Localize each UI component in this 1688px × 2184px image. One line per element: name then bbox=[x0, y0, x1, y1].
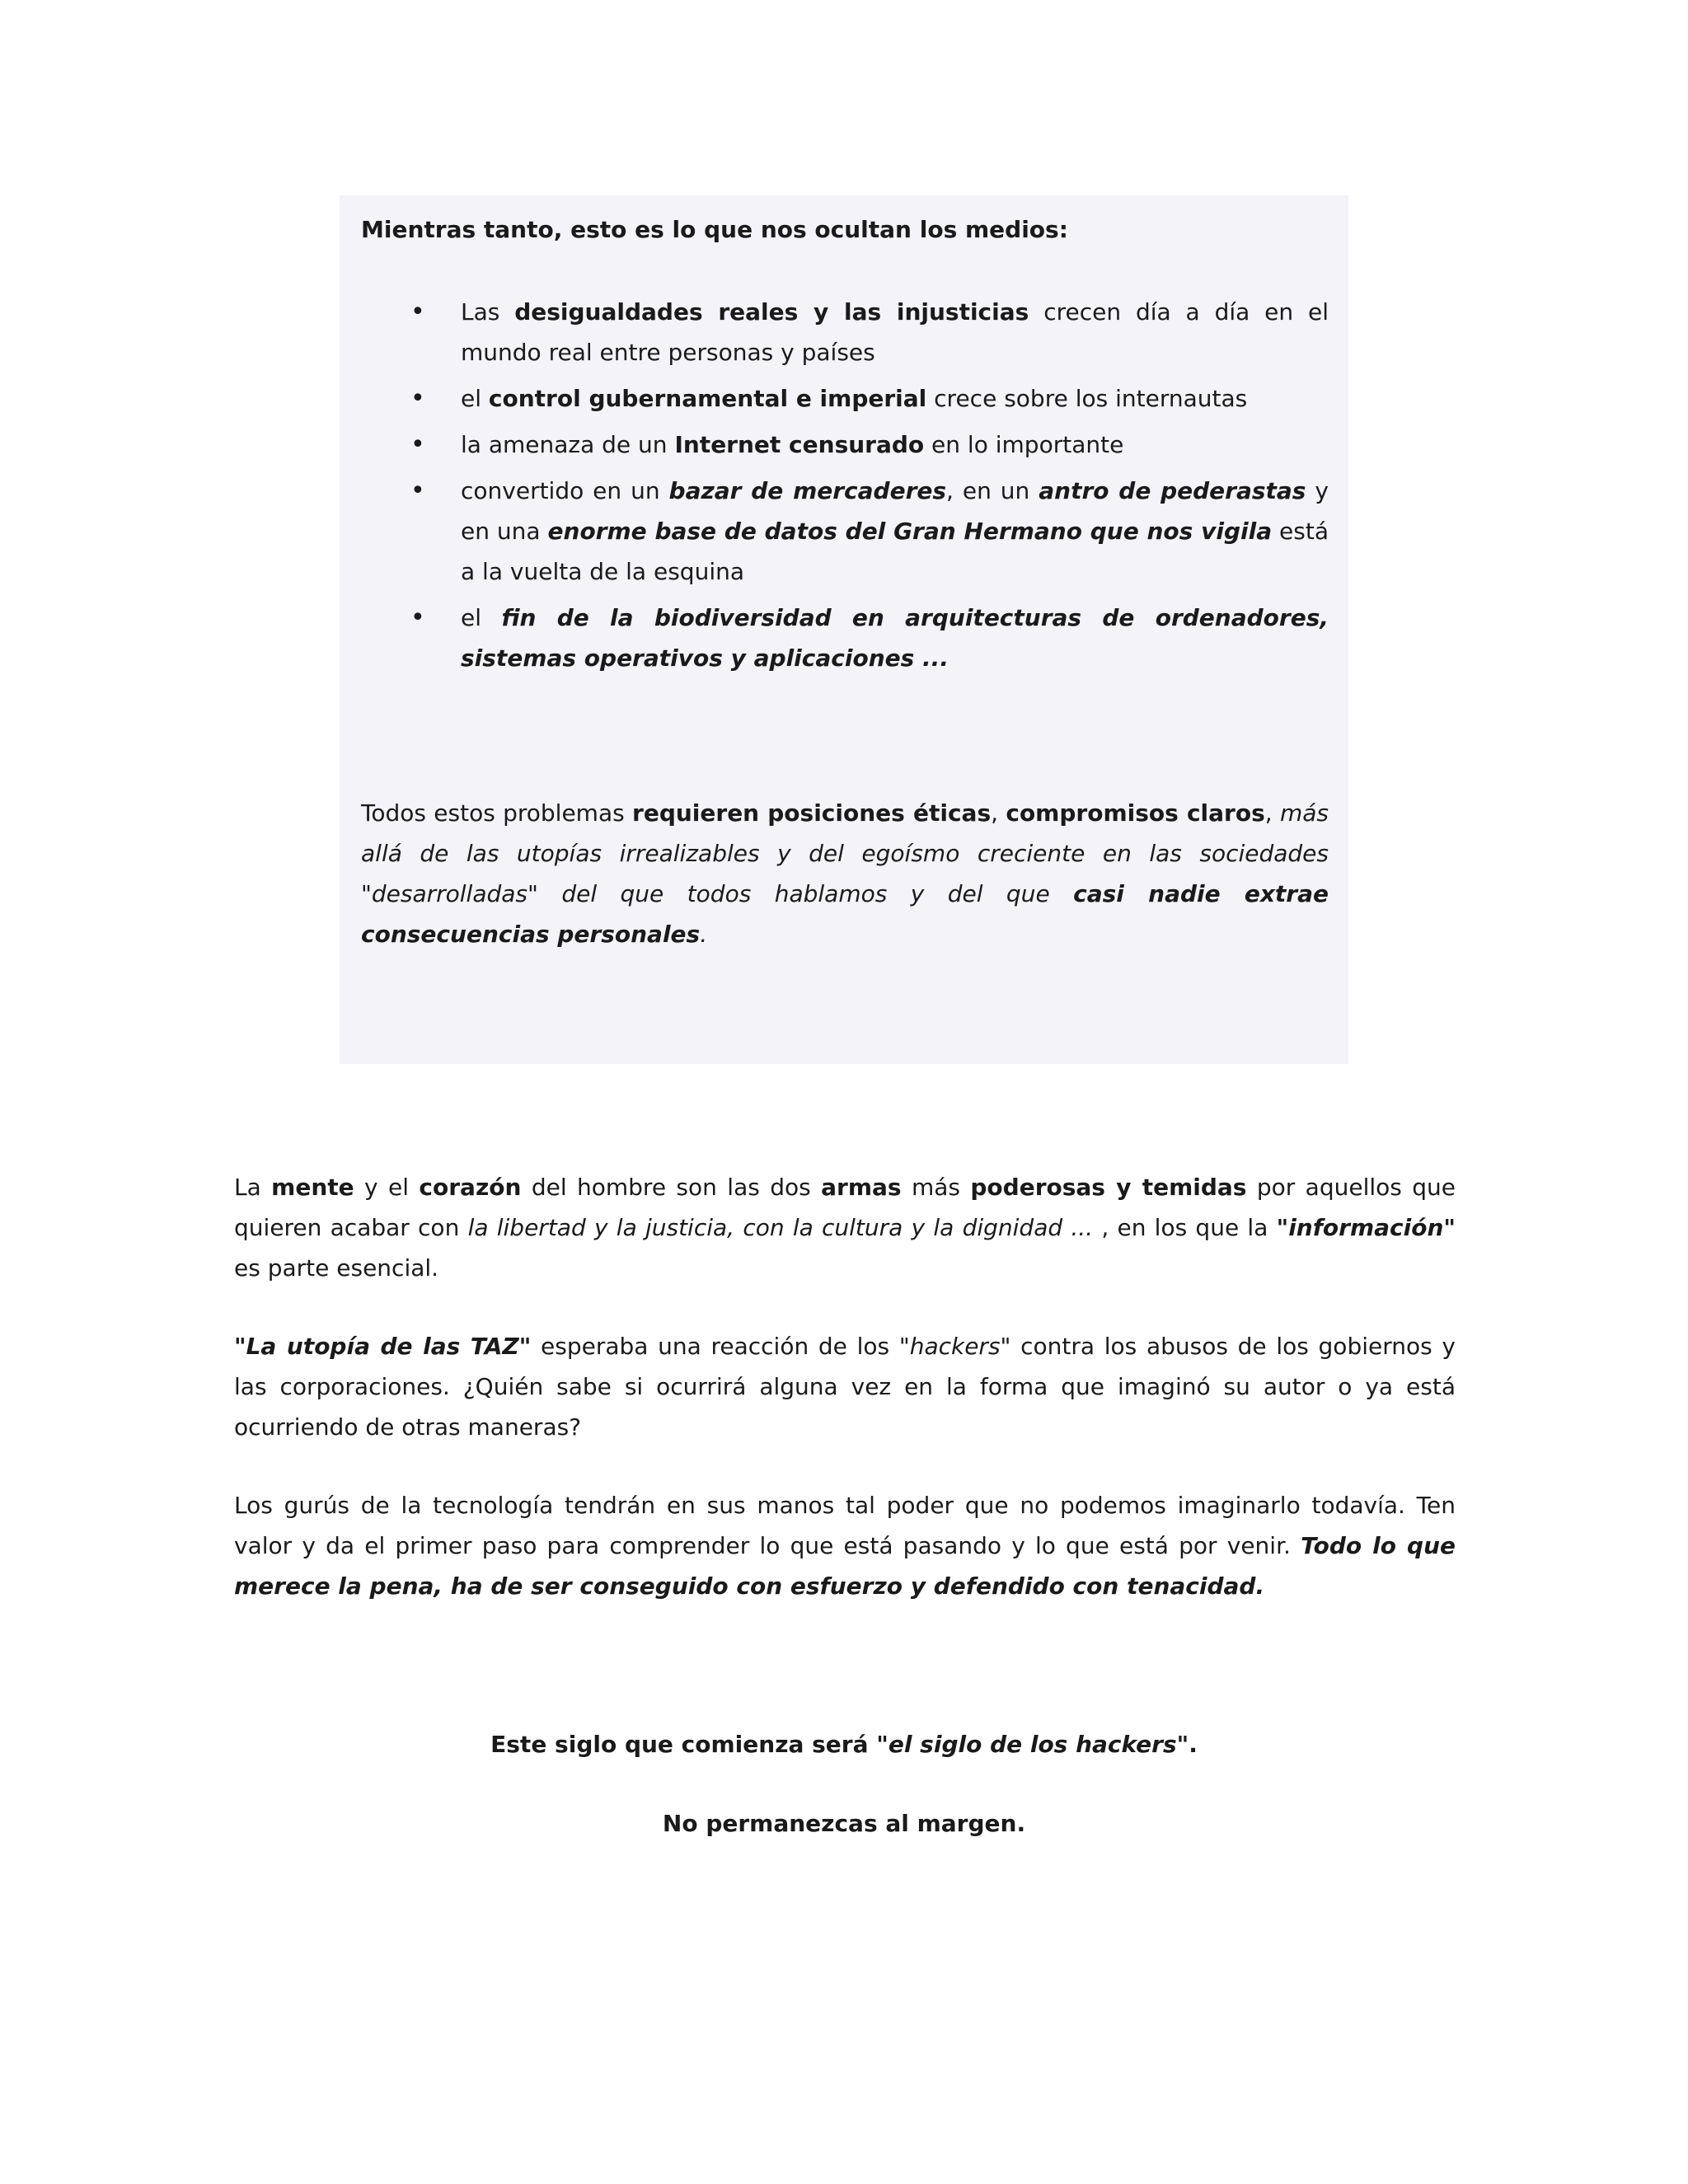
list-item bbox=[340, 598, 1329, 678]
bold-italic-phrase: enorme base de datos del Gran Hermano que nos vigila bbox=[547, 518, 1273, 545]
text-run: más bbox=[901, 1174, 971, 1201]
callout-heading: Mientras tanto, esto es lo que nos ocultan los medios: bbox=[361, 216, 1068, 243]
callout-closing-paragraph bbox=[361, 793, 1329, 954]
text-run: esperaba una reacción de los bbox=[531, 1333, 899, 1360]
bold-phrase: requieren posiciones éticas bbox=[632, 799, 992, 827]
bullet-icon: • bbox=[410, 430, 425, 459]
italic-phrase: . bbox=[700, 921, 708, 948]
bold-italic-phrase: "La utopía de las TAZ" bbox=[234, 1333, 532, 1360]
text-run: es parte esencial. bbox=[234, 1254, 439, 1282]
text-run: y en una bbox=[461, 477, 1329, 545]
italic-phrase: más allá de las utopías irrealizables y del egoísmo creciente en las sociedades "desarrolladas" del que todos hablamos y del que bbox=[361, 799, 1329, 907]
highlight-box bbox=[340, 195, 1348, 1064]
list-item bbox=[340, 424, 1329, 465]
text-run: , en los que la bbox=[1093, 1214, 1277, 1241]
bold-phrase: mente bbox=[271, 1174, 354, 1201]
text-run: . bbox=[1189, 1731, 1198, 1758]
bullet-icon: • bbox=[410, 298, 425, 326]
bold-italic-phrase: Todo lo que merece la pena, ha de ser conseguido con esfuerzo y defendido con tenacidad. bbox=[234, 1532, 1456, 1600]
paragraph-taz-utopia bbox=[234, 1326, 1456, 1447]
bold-italic-phrase: bazar de mercaderes bbox=[668, 477, 947, 504]
text-run: contra los abusos de los gobiernos y las corporaciones. ¿Quién sabe si ocurrirá alguna vez en la forma que imaginó su autor o ya está ocurriendo de otras maneras? bbox=[234, 1333, 1456, 1441]
bold-phrase: corazón bbox=[419, 1174, 522, 1201]
text-run: Los gurús de la tecnología tendrán en sus manos tal poder que no podemos imaginarlo todavía. Ten valor y da el primer paso para comprender lo que está pasando y lo que está por venir. bbox=[234, 1492, 1456, 1559]
bold-phrase: Internet censurado bbox=[674, 431, 925, 458]
bold-italic-phrase: casi nadie extrae consecuencias personales bbox=[361, 880, 1329, 948]
list-item bbox=[340, 378, 1329, 419]
text-run: Este siglo que comienza será bbox=[490, 1731, 877, 1758]
text-run: convertido en un bbox=[461, 477, 669, 504]
bold-phrase: poderosas y temidas bbox=[970, 1174, 1247, 1201]
text-run: Las bbox=[461, 298, 515, 326]
bullet-list bbox=[340, 292, 1329, 684]
bold-phrase: compromisos claros bbox=[1006, 799, 1265, 827]
paragraph-mind-heart bbox=[234, 1167, 1456, 1288]
text-run: la amenaza de un bbox=[461, 431, 675, 458]
text-run: por aquellos que quieren acabar con bbox=[234, 1174, 1456, 1241]
text-run: , en un bbox=[946, 477, 1039, 504]
text-run: , bbox=[1264, 799, 1280, 827]
text-run: y el bbox=[354, 1174, 420, 1201]
italic-phrase: la libertad y la justicia, con la cultura y la dignidad ... bbox=[467, 1214, 1094, 1241]
text-run: el bbox=[461, 385, 489, 412]
text-run: del hombre son las dos bbox=[521, 1174, 822, 1201]
bold-italic-phrase: "información" bbox=[1276, 1214, 1456, 1241]
text-run: La bbox=[234, 1174, 272, 1201]
list-item bbox=[340, 292, 1329, 373]
bold-italic-phrase: "el siglo de los hackers" bbox=[876, 1731, 1189, 1758]
bold-phrase: armas bbox=[821, 1174, 902, 1201]
text-run: crece sobre los internautas bbox=[926, 385, 1248, 412]
text-run: está a la vuelta de la esquina bbox=[461, 518, 1329, 585]
bold-italic-phrase: antro de pederastas bbox=[1039, 477, 1306, 504]
bold-italic-phrase: fin de la biodiversidad en arquitecturas de ordenadores, sistemas operativos y aplicaciones ... bbox=[461, 604, 1329, 672]
text-run: , bbox=[991, 799, 1006, 827]
italic-phrase: "hackers" bbox=[898, 1333, 1011, 1360]
bold-phrase: control gubernamental e imperial bbox=[488, 385, 927, 412]
bold-phrase: desigualdades reales y las injusticias bbox=[514, 298, 1029, 326]
closing-line-century bbox=[0, 1724, 1688, 1765]
bullet-icon: • bbox=[410, 603, 425, 632]
bullet-icon: • bbox=[410, 476, 425, 505]
text-run: el bbox=[461, 604, 502, 631]
closing-line-margin: No permanezcas al margen. bbox=[662, 1810, 1026, 1837]
list-item bbox=[340, 471, 1329, 592]
text-run: crecen día a día en el mundo real entre personas y países bbox=[461, 298, 1329, 366]
bullet-icon: • bbox=[410, 384, 425, 413]
text-run: Todos estos problemas bbox=[361, 799, 633, 827]
paragraph-tech-gurus bbox=[234, 1485, 1456, 1606]
text-run: en lo importante bbox=[924, 431, 1124, 458]
